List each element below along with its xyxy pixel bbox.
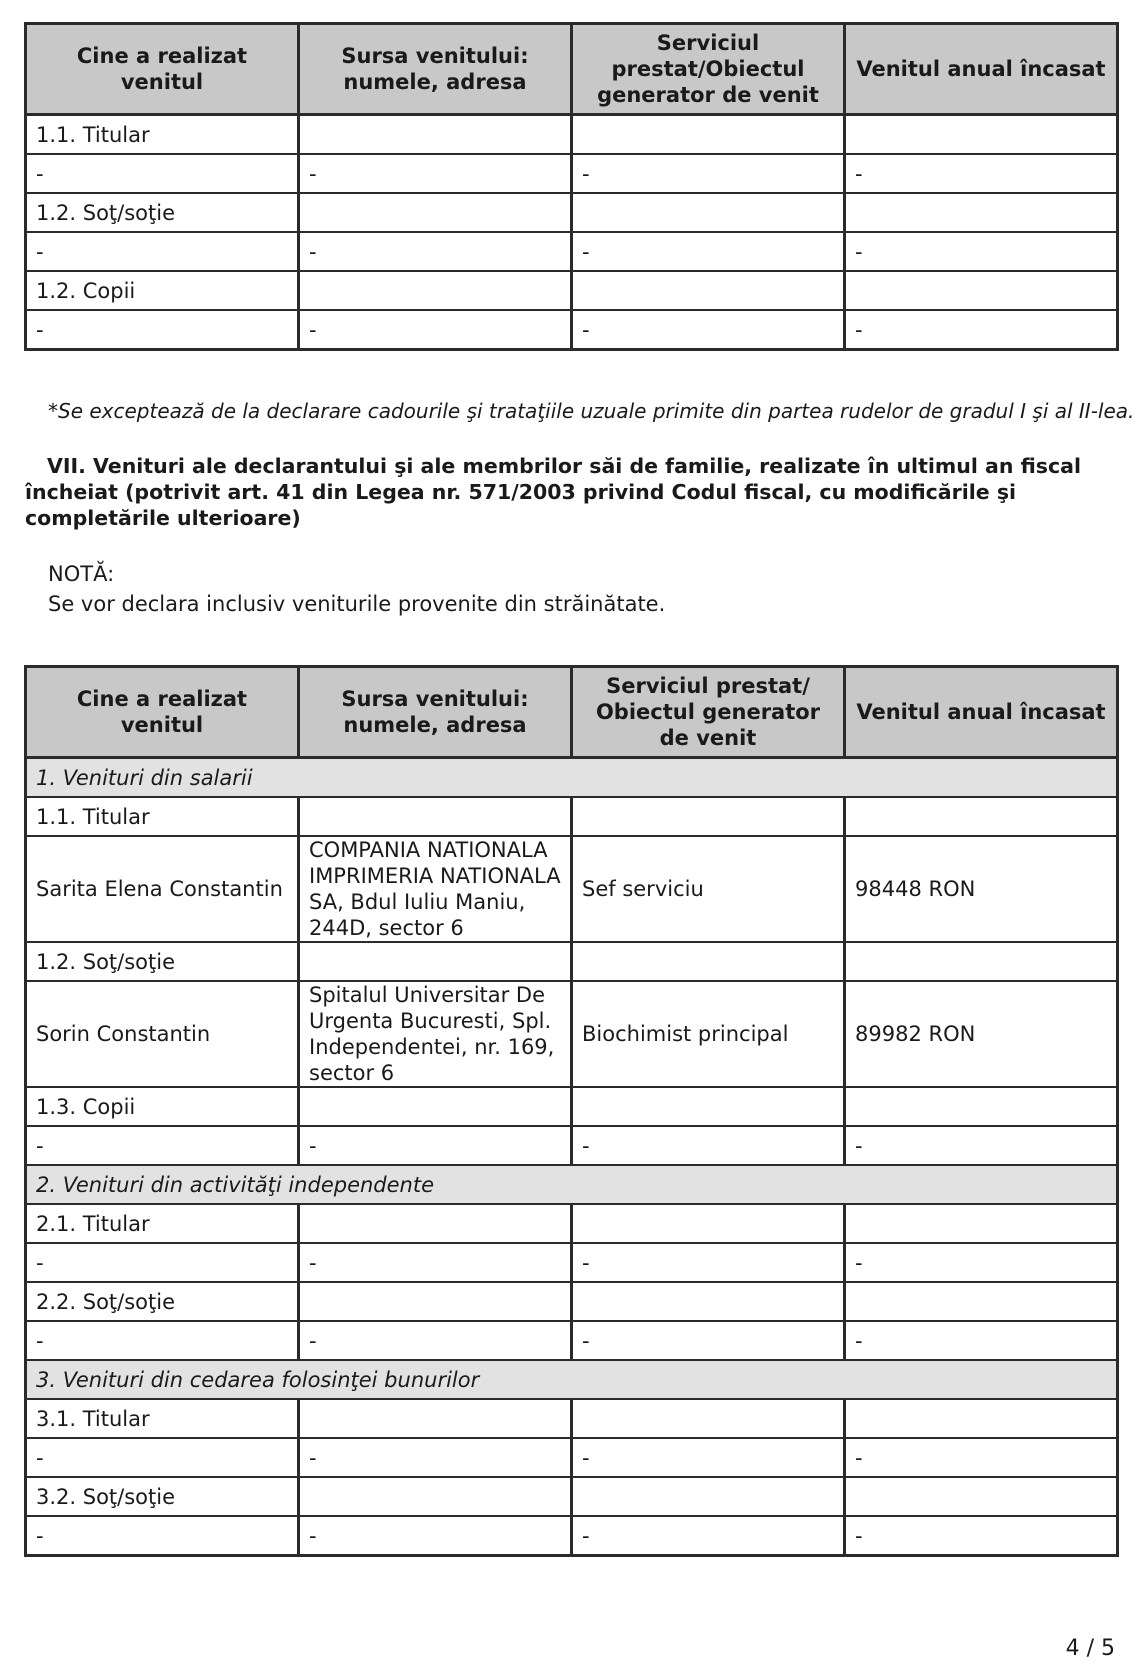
table-cell: - [299,232,572,271]
table-cell [299,942,572,981]
section-title-text: VII. Venituri ale declarantului şi ale membrilor săi de familie, realizate în ultimul an fiscal încheiat (potrivit art. 41 din Legea nr. 571/2003 privind Codul fiscal, cu modificările şi completările ulterioare) [25,454,1081,530]
header-who: Cine a realizat venitul [26,667,299,758]
table-row [26,1204,1118,1243]
section-row [26,1360,1118,1399]
table-cell [572,271,845,310]
table-cell [572,1087,845,1126]
table-row [26,1399,1118,1438]
table-cell: - [845,154,1118,193]
table-cell [299,271,572,310]
header-service: Serviciul prestat/ Obiectul generator de venit [572,667,845,758]
table-row [26,271,1118,310]
table-cell: - [26,310,299,350]
header-annual-income: Venitul anual încasat [845,667,1118,758]
table-cell [299,193,572,232]
section-title-cell: 1. Venituri din salarii [26,758,1118,798]
table-cell [845,1282,1118,1321]
table-cell: - [299,1438,572,1477]
section-title-cell: 3. Venituri din cedarea folosinţei bunurilor [26,1360,1118,1399]
table-cell: - [845,1321,1118,1360]
table-cell: Sarita Elena Constantin [26,836,299,942]
table-cell: - [26,1516,299,1556]
table-cell: - [572,154,845,193]
table-cell: - [26,1243,299,1282]
table-cell [845,797,1118,836]
table-row [26,797,1118,836]
table-cell: - [572,1243,845,1282]
nota-text: Se vor declara inclusiv veniturile provenite din străinătate. [48,592,666,616]
table-cell: - [26,1438,299,1477]
section-title [25,453,1125,531]
table-cell: - [26,232,299,271]
table-row [26,942,1118,981]
table-cell: - [572,1438,845,1477]
table-cell [845,942,1118,981]
header-source: Sursa venitului: numele, adresa [299,24,572,115]
table-cell: - [845,1243,1118,1282]
table-cell: - [845,232,1118,271]
table-cell [845,1399,1118,1438]
table-cell [572,797,845,836]
table-cell: 1.2. Copii [26,271,299,310]
table-cell [572,1204,845,1243]
table-cell: 1.1. Titular [26,797,299,836]
table-cell: - [572,1321,845,1360]
table-cell [845,1087,1118,1126]
table-cell: Spitalul Universitar De Urgenta Bucuresti, Spl. Independentei, nr. 169, sector 6 [299,981,572,1087]
table-row [26,232,1118,271]
section-row [26,1165,1118,1204]
table-cell [845,193,1118,232]
table-cell: COMPANIA NATIONALA IMPRIMERIA NATIONALA SA, Bdul Iuliu Maniu, 244D, sector 6 [299,836,572,942]
table-cell: - [845,310,1118,350]
table-cell: 1.2. Soţ/soţie [26,942,299,981]
table-row [26,193,1118,232]
table-cell [572,1282,845,1321]
table-cell: - [26,154,299,193]
table-cell: 98448 RON [845,836,1118,942]
table-cell [845,271,1118,310]
table-cell [572,942,845,981]
table-cell: - [299,154,572,193]
table-cell: - [26,1321,299,1360]
table-cell [572,115,845,155]
table-row [26,1243,1118,1282]
table-cell: - [572,310,845,350]
table-cell: - [572,232,845,271]
table-cell [845,115,1118,155]
table-cell: - [845,1438,1118,1477]
table-row [26,1126,1118,1165]
header-service: Serviciul prestat/Obiectul generator de venit [572,24,845,115]
table-cell: 3.1. Titular [26,1399,299,1438]
table-cell: - [299,1126,572,1165]
table-cell [845,1477,1118,1516]
income-table-vii [24,665,1119,1557]
table-row [26,1516,1118,1556]
table-cell [845,1204,1118,1243]
table-cell [299,797,572,836]
section-title-cell: 2. Venituri din activităţi independente [26,1165,1118,1204]
table-header-row [26,24,1118,115]
table-row [26,1087,1118,1126]
page-number: 4 / 5 [1065,1636,1115,1661]
table-cell: - [572,1126,845,1165]
table-cell: Biochimist principal [572,981,845,1087]
table-cell: 1.1. Titular [26,115,299,155]
table-cell [572,1477,845,1516]
header-annual-income: Venitul anual încasat [845,24,1118,115]
table-cell: Sorin Constantin [26,981,299,1087]
table-header-row [26,667,1118,758]
table-cell: - [299,1516,572,1556]
table-row [26,1282,1118,1321]
header-who: Cine a realizat venitul [26,24,299,115]
income-table-prev [24,22,1119,351]
nota-label: NOTĂ: [48,562,115,586]
table-row [26,1477,1118,1516]
table-cell: 3.2. Soţ/soţie [26,1477,299,1516]
table-cell [299,1282,572,1321]
table-cell [299,1399,572,1438]
table-cell: 89982 RON [845,981,1118,1087]
table-row [26,154,1118,193]
table-cell: - [26,1126,299,1165]
table-cell: 2.1. Titular [26,1204,299,1243]
table-row [26,981,1118,1087]
table-cell [572,1399,845,1438]
table-cell [299,1087,572,1126]
table-cell: - [299,1243,572,1282]
table-cell: - [299,1321,572,1360]
table-cell: Sef serviciu [572,836,845,942]
table-row [26,836,1118,942]
table-row [26,310,1118,350]
section-row [26,758,1118,798]
table-cell [572,193,845,232]
table-row [26,115,1118,155]
table-cell [299,1204,572,1243]
table-cell: - [299,310,572,350]
table-cell: 1.2. Soţ/soţie [26,193,299,232]
table-cell: 1.3. Copii [26,1087,299,1126]
table-cell: - [845,1516,1118,1556]
table-cell: 2.2. Soţ/soţie [26,1282,299,1321]
footnote: *Se exceptează de la declarare cadourile şi trataţiile uzuale primite din partea rudelor de gradul I şi al II-lea. [48,399,1135,423]
table-row [26,1321,1118,1360]
table-cell [299,1477,572,1516]
header-source: Sursa venitului: numele, adresa [299,667,572,758]
table-cell [299,115,572,155]
table-row [26,1438,1118,1477]
table-cell: - [572,1516,845,1556]
table-cell: - [845,1126,1118,1165]
